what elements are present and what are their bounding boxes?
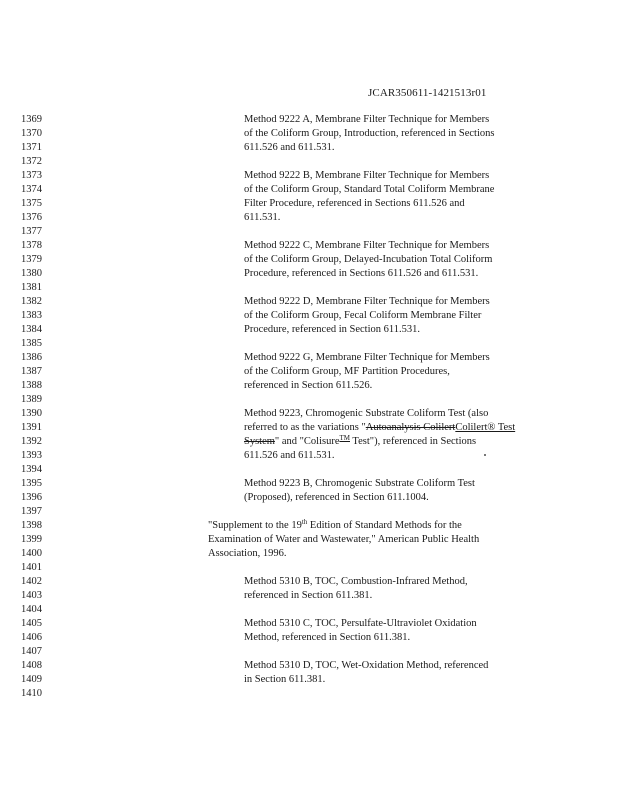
trademark-superscript: TM [339,434,350,442]
text-line: Association, 1996. [208,548,287,559]
line-number: 1404 [21,604,42,615]
text-line: Method 5310 C, TOC, Persulfate-Ultraviolet Oxidation [244,618,477,629]
text-line: of the Coliform Group, Fecal Coliform Membrane Filter [244,310,482,321]
text-fragment: " and "Colisure [274,436,340,447]
line-number: 1379 [21,254,42,265]
line-number: 1393 [21,450,42,461]
line-number: 1375 [21,198,42,209]
line-number: 1385 [21,338,42,349]
line-number: 1396 [21,492,42,503]
text-line: 611.531. [244,212,281,223]
line-number: 1371 [21,142,42,153]
line-number: 1381 [21,282,42,293]
text-line: Method 9222 B, Membrane Filter Technique for Members [244,170,490,181]
line-number: 1407 [21,646,42,657]
line-number: 1397 [21,506,42,517]
line-number: 1389 [21,394,42,405]
text-line: Examination of Water and Wastewater," American Public Health [208,534,480,545]
line-number: 1377 [21,226,42,237]
text-line: Procedure, referenced in Section 611.531. [244,324,421,335]
text-fragment: "Supplement to the 19 [208,520,302,531]
line-number: 1387 [21,366,42,377]
line-number: 1388 [21,380,42,391]
text-line: Method 9222 G, Membrane Filter Technique for Members [244,352,490,363]
line-number: 1410 [21,688,42,699]
line-number: 1408 [21,660,42,671]
ordinal-superscript: th [301,518,308,526]
line-number: 1374 [21,184,42,195]
line-number: 1403 [21,590,42,601]
text-line: Procedure, referenced in Sections 611.526 and 611.531. [244,268,479,279]
deleted-text: System [244,436,275,447]
line-number: 1380 [21,268,42,279]
text-line [244,436,476,448]
line-number: 1386 [21,352,42,363]
text-line: of the Coliform Group, Delayed-Incubation Total Coliform [244,254,493,265]
text-line: Method 9222 C, Membrane Filter Technique for Members [244,240,490,251]
line-number: 1390 [21,408,42,419]
line-number: 1372 [21,156,42,167]
line-number: 1391 [21,422,42,433]
text-line [244,422,515,434]
text-line: in Section 611.381. [244,674,326,685]
line-number: 1376 [21,212,42,223]
line-number: 1394 [21,464,42,475]
line-number: 1400 [21,548,42,559]
text-line: Method 9222 A, Membrane Filter Technique for Members [244,114,490,125]
text-line: of the Coliform Group, Standard Total Coliform Membrane [244,184,495,195]
text-line: referenced in Section 611.526. [244,380,373,391]
line-number: 1395 [21,478,42,489]
text-line: Method 5310 D, TOC, Wet-Oxidation Method, referenced [244,660,489,671]
document-code-header: JCAR350611-1421513r01 [368,87,487,99]
line-number: 1405 [21,618,42,629]
line-number: 1373 [21,170,42,181]
text-fragment: referred to as the variations " [244,422,366,433]
line-number: 1378 [21,240,42,251]
text-fragment: Edition of Standard Methods for the [307,520,462,531]
line-number: 1369 [21,114,42,125]
line-number: 1382 [21,296,42,307]
text-line: referenced in Section 611.381. [244,590,373,601]
text-line: Method 9222 D, Membrane Filter Technique for Members [244,296,490,307]
text-line: Method 9223 B, Chromogenic Substrate Coliform Test [244,478,475,489]
text-line: 611.526 and 611.531. [244,450,335,461]
line-number: 1384 [21,324,42,335]
line-number: 1401 [21,562,42,573]
inserted-text: Colilert® Test [455,422,516,433]
line-number: 1402 [21,576,42,587]
text-line: 611.526 and 611.531. [244,142,335,153]
text-fragment: Test"), referenced in Sections [350,436,477,447]
stray-mark [484,454,486,456]
text-line: of the Coliform Group, MF Partition Procedures, [244,366,450,377]
text-line: of the Coliform Group, Introduction, referenced in Sections [244,128,495,139]
text-line: Method 9223, Chromogenic Substrate Coliform Test (also [244,408,489,419]
text-line: (Proposed), referenced in Section 611.1004. [244,492,429,503]
text-line [208,520,462,532]
line-number: 1406 [21,632,42,643]
text-line: Filter Procedure, referenced in Sections 611.526 and [244,198,465,209]
line-number: 1392 [21,436,42,447]
line-number: 1409 [21,674,42,685]
line-number: 1370 [21,128,42,139]
line-number: 1399 [21,534,42,545]
line-number: 1398 [21,520,42,531]
deleted-text: Autoanalysis Colilert [365,422,456,433]
text-line: Method, referenced in Section 611.381. [244,632,411,643]
line-number: 1383 [21,310,42,321]
text-line: Method 5310 B, TOC, Combustion-Infrared Method, [244,576,468,587]
